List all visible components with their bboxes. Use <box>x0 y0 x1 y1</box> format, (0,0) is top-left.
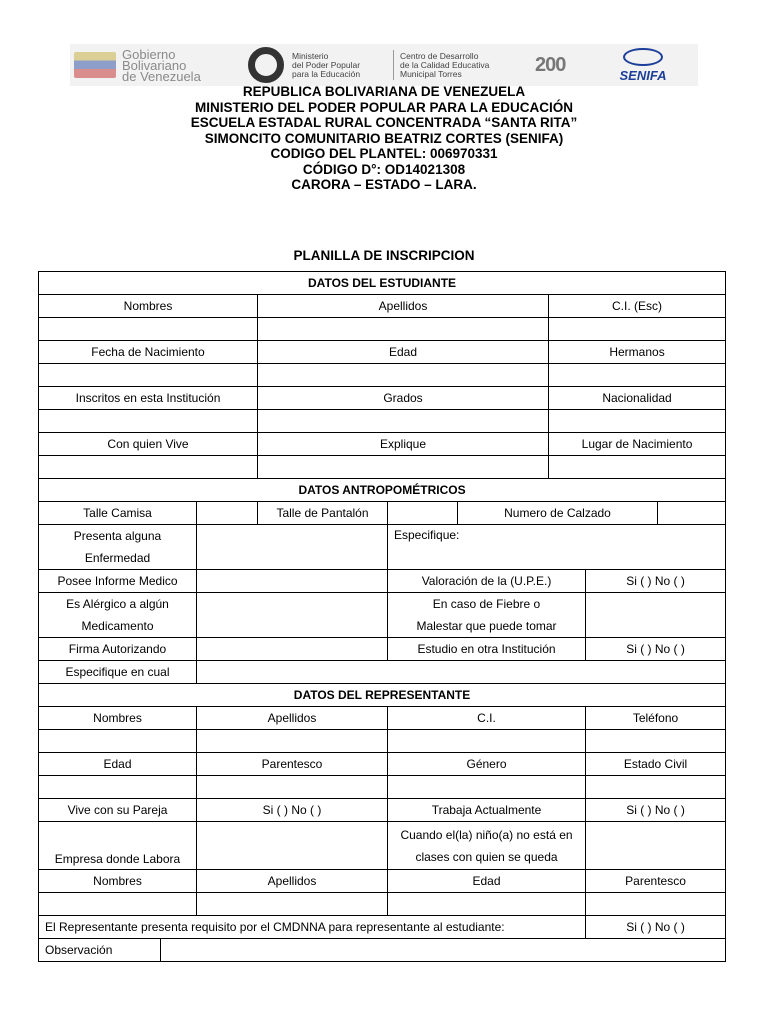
label-student-ci: C.I. (Esc) <box>549 295 726 318</box>
field-rep-apellidos[interactable] <box>197 730 388 753</box>
label-rep-nombres: Nombres <box>39 707 197 730</box>
gobierno-logo-text <box>122 46 242 84</box>
label-student-nombres: Nombres <box>39 295 258 318</box>
label-observacion: Observación <box>39 939 161 962</box>
field-rep2-parentesco[interactable] <box>586 893 726 916</box>
cuando-line-2: clases con quien se queda <box>415 849 558 864</box>
label-student-apellidos: Apellidos <box>258 295 549 318</box>
field-firma-autorizando[interactable] <box>197 638 388 661</box>
enfermedad-line-1: Presenta alguna <box>73 529 162 543</box>
field-rep-parentesco[interactable] <box>197 776 388 799</box>
label-hermanos: Hermanos <box>549 341 726 364</box>
school-header <box>0 84 768 193</box>
min-line-3: para la Educación <box>292 68 361 79</box>
label-rep2-edad: Edad <box>388 870 586 893</box>
field-rep2-apellidos[interactable] <box>197 893 388 916</box>
label-rep2-nombres: Nombres <box>39 870 197 893</box>
label-empresa-labora: Empresa donde Labora <box>39 822 197 870</box>
field-student-ci[interactable] <box>549 318 726 341</box>
label-talle-pantalon: Talle de Pantalón <box>258 502 388 525</box>
fiebre-line-2: Malestar que puede tomar <box>416 619 557 633</box>
senifa-logo-text: SENIFA <box>619 67 667 83</box>
banner-divider <box>393 50 394 80</box>
label-firma-autorizando: Firma Autorizando <box>39 638 197 661</box>
gob-line-1: Gobierno <box>122 46 176 62</box>
field-fiebre-malestar[interactable] <box>586 593 726 638</box>
field-rep-nombres[interactable] <box>39 730 197 753</box>
header-line-2: MINISTERIO DEL PODER POPULAR PARA LA EDUCACIÓN <box>194 99 574 115</box>
alergico-line-1: Es Alérgico a algún <box>66 597 169 611</box>
section-representative-title: DATOS DEL REPRESENTANTE <box>39 684 726 707</box>
field-alergico[interactable] <box>197 593 388 638</box>
header-line-7: CARORA – ESTADO – LARA. <box>291 177 477 192</box>
label-explique: Explique <box>258 433 549 456</box>
label-fecha-nacimiento: Fecha de Nacimiento <box>39 341 258 364</box>
field-observacion[interactable] <box>161 939 726 962</box>
field-student-nombres[interactable] <box>39 318 258 341</box>
min-line-2: del Poder Popular <box>292 59 361 70</box>
field-inscritos[interactable] <box>39 410 258 433</box>
label-inscritos: Inscritos en esta Institución <box>39 387 258 410</box>
label-vive-pareja: Vive con su Pareja <box>39 799 197 822</box>
header-line-4: SIMONCITO COMUNITARIO BEATRIZ CORTES (SENIFA) <box>204 130 564 146</box>
senifa-emblem-icon <box>623 48 663 66</box>
ministerio-logo-text <box>292 52 387 79</box>
checkbox-upe-si-no[interactable]: Si ( ) No ( ) <box>586 570 726 593</box>
header-line-6: CÓDIGO D°: OD14021308 <box>302 161 466 177</box>
checkbox-otra-institucion-si-no[interactable]: Si ( ) No ( ) <box>586 638 726 661</box>
checkbox-vive-pareja-si-no[interactable]: Si ( ) No ( ) <box>197 799 388 822</box>
registration-form-table <box>38 271 726 962</box>
label-rep2-apellidos: Apellidos <box>197 870 388 893</box>
label-rep2-parentesco: Parentesco <box>586 870 726 893</box>
field-rep-genero[interactable] <box>388 776 586 799</box>
cdc-line-2: de la Calidad Educativa <box>400 59 490 70</box>
label-talle-camisa: Talle Camisa <box>39 502 197 525</box>
enfermedad-line-2: Enfermedad <box>84 551 151 565</box>
label-lugar-nacimiento: Lugar de Nacimiento <box>549 433 726 456</box>
field-fecha-nacimiento[interactable] <box>39 364 258 387</box>
label-fiebre-malestar <box>388 593 586 638</box>
field-rep2-edad[interactable] <box>388 893 586 916</box>
label-rep-edad: Edad <box>39 753 197 776</box>
min-line-1: Ministerio <box>292 50 329 61</box>
label-student-edad: Edad <box>258 341 549 364</box>
label-presenta-enfermedad <box>39 525 197 570</box>
field-grados[interactable] <box>258 410 549 433</box>
fiebre-line-1: En caso de Fiebre o <box>432 597 541 611</box>
label-valoracion-upe: Valoración de la (U.P.E.) <box>388 570 586 593</box>
field-informe-medico[interactable] <box>197 570 388 593</box>
venezuela-flag-icon <box>74 52 116 78</box>
field-explique[interactable] <box>258 456 549 479</box>
field-especifique-enfermedad[interactable] <box>388 525 726 570</box>
label-nacionalidad: Nacionalidad <box>549 387 726 410</box>
field-lugar-nacimiento[interactable] <box>549 456 726 479</box>
label-rep-telefono: Teléfono <box>586 707 726 730</box>
centro-desarrollo-text <box>400 52 515 79</box>
field-rep-estado-civil[interactable] <box>586 776 726 799</box>
field-numero-calzado[interactable] <box>658 502 726 525</box>
alergico-line-2: Medicamento <box>81 619 154 633</box>
label-rep-genero: Género <box>388 753 586 776</box>
label-rep-parentesco: Parentesco <box>197 753 388 776</box>
section-anthropometric-title: DATOS ANTROPOMÉTRICOS <box>39 479 726 502</box>
header-line-3: ESCUELA ESTADAL RURAL CONCENTRADA “SANTA RITA” <box>190 115 578 130</box>
label-especifique: Especifique: <box>394 528 460 542</box>
gob-line-3: de Venezuela <box>122 68 201 84</box>
field-hermanos[interactable] <box>549 364 726 387</box>
header-line-5: CODIGO DEL PLANTEL: 006970331 <box>270 146 498 161</box>
cuando-line-1: Cuando el(la) niño(a) no está en <box>400 827 573 842</box>
field-talle-pantalon[interactable] <box>388 502 458 525</box>
cdc-line-1: Centro de Desarrollo <box>400 50 479 61</box>
field-nacionalidad[interactable] <box>549 410 726 433</box>
field-rep-ci[interactable] <box>388 730 586 753</box>
field-talle-camisa[interactable] <box>197 502 258 525</box>
label-rep-apellidos: Apellidos <box>197 707 388 730</box>
label-rep-ci: C.I. <box>388 707 586 730</box>
cdc-line-3: Municipal Torres <box>400 68 462 79</box>
field-empresa-labora[interactable] <box>197 822 388 870</box>
field-rep-telefono[interactable] <box>586 730 726 753</box>
field-student-edad[interactable] <box>258 364 549 387</box>
label-alergico <box>39 593 197 638</box>
field-cuando-no-clases[interactable] <box>586 822 726 870</box>
field-presenta-enfermedad[interactable] <box>197 525 388 570</box>
label-numero-calzado: Numero de Calzado <box>458 502 658 525</box>
label-grados: Grados <box>258 387 549 410</box>
ministerio-ring-logo-icon <box>248 47 284 83</box>
field-rep-edad[interactable] <box>39 776 197 799</box>
label-cmdnna-requisito: El Representante presenta requisito por el CMDNNA para representante al estudiante: <box>39 916 586 939</box>
label-especifique-cual: Especifique en cual <box>39 661 197 684</box>
senifa-logo <box>613 48 673 83</box>
checkbox-trabaja-si-no[interactable]: Si ( ) No ( ) <box>586 799 726 822</box>
label-otra-institucion: Estudio en otra Institución <box>388 638 586 661</box>
header-logo-banner <box>70 44 698 86</box>
header-line-1: REPUBLICA BOLIVARIANA DE VENEZUELA <box>242 84 526 99</box>
gob-line-2: Bolivariano <box>122 57 187 73</box>
label-con-quien-vive: Con quien Vive <box>39 433 258 456</box>
field-rep2-nombres[interactable] <box>39 893 197 916</box>
anniversary-logo: 200 <box>535 53 566 76</box>
label-trabaja-actualmente: Trabaja Actualmente <box>388 799 586 822</box>
label-informe-medico: Posee Informe Medico <box>39 570 197 593</box>
section-student-title: DATOS DEL ESTUDIANTE <box>39 272 726 295</box>
form-title: PLANILLA DE INSCRIPCION <box>293 248 475 263</box>
field-con-quien-vive[interactable] <box>39 456 258 479</box>
label-rep-estado-civil: Estado Civil <box>586 753 726 776</box>
label-cuando-no-clases <box>388 822 586 870</box>
field-especifique-cual[interactable] <box>197 661 726 684</box>
checkbox-cmdnna-si-no[interactable]: Si ( ) No ( ) <box>586 916 726 939</box>
field-student-apellidos[interactable] <box>258 318 549 341</box>
